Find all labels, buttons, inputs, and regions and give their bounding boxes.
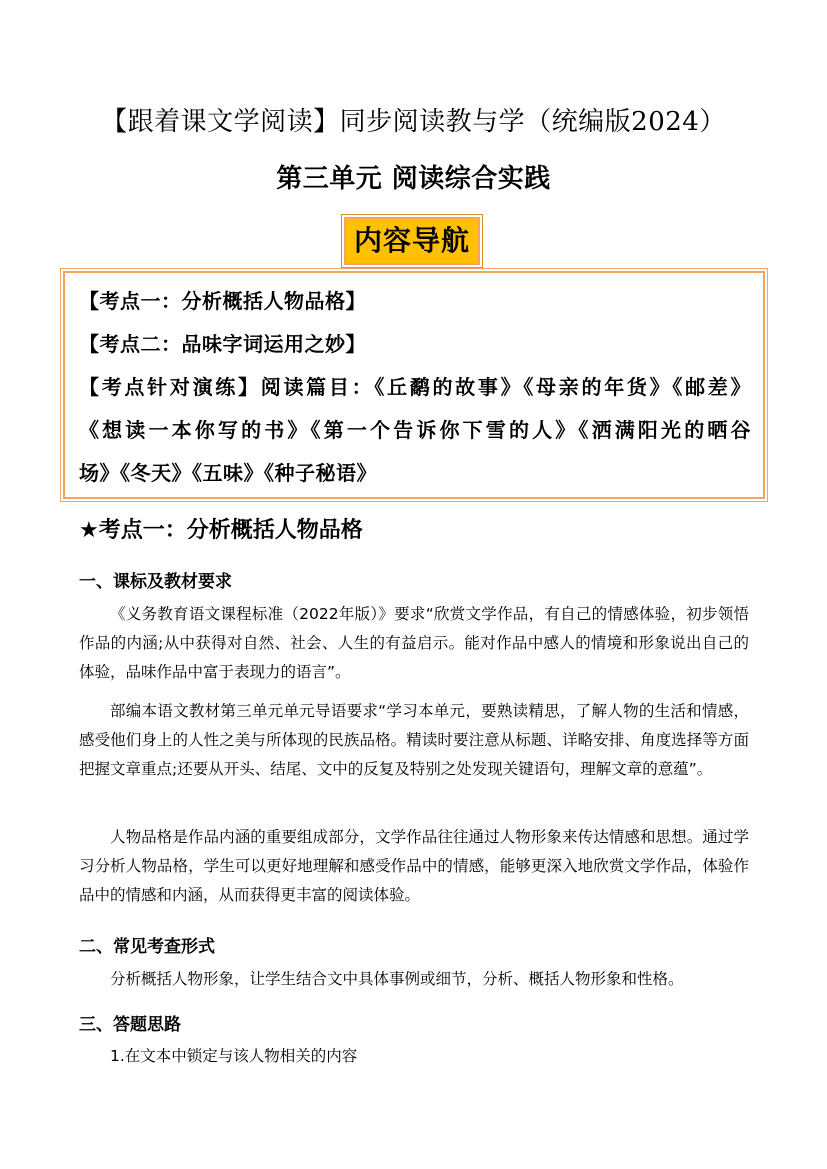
paragraph-exam-forms: 分析概括人物形象，让学生结合文中具体事例或细节，分析、概括人物形象和性格。: [110, 970, 684, 988]
nav-item-practice: 【考点针对演练】阅读篇目：《丘鹬的故事》《母亲的年货》《邮差》: [79, 375, 751, 399]
subheading-standards: 一、课标及教材要求: [79, 572, 232, 592]
nav-item-practice-end: 场》《冬天》《五味》《种子秘语》: [79, 461, 377, 485]
subheading-answer-approach: 三、答题思路: [79, 1015, 181, 1035]
nav-item-point-two: 【考点二：品味字词运用之妙】: [79, 332, 366, 356]
nav-item-practice-cont: 《想读一本你写的书》《第一个告诉你下雪的人》《洒满阳光的晒谷: [79, 418, 751, 442]
subheading-exam-forms: 二、常见考查形式: [79, 937, 215, 957]
unit-title: 第三单元 阅读综合实践: [276, 164, 551, 194]
document-title: 【跟着课文学阅读】同步阅读教与学（统编版2024）: [101, 107, 726, 137]
content-navigation-badge: 内容导航: [344, 217, 480, 265]
paragraph-curriculum: 《义务教育语文课程标准（2022年版）》要求“欣赏文学作品，有自己的情感体验，初步领悟作品的内涵;从中获得对自然、社会、人生的有益启示。能对作品中感人的情境和形象说出自己的体验，品味作品中富于表现力的语言”。: [79, 605, 749, 681]
paragraph-textbook: 部编本语文教材第三单元单元导语要求“学习本单元，要熟读精思，了解人物的生活和情感，感受他们身上的人性之美与所体现的民族品格。精读时要注意从标题、详略安排、角度选择等方面把握文章重点;还要从开头、结尾、文中的反复及特别之处发现关键语句，理解文章的意蕴”。: [79, 702, 749, 778]
paragraph-step-one: 1.在文本中锁定与该人物相关的内容: [110, 1047, 358, 1065]
paragraph-character: 人物品格是作品内涵的重要组成部分，文学作品往往通过人物形象来传达情感和思想。通过学习分析人物品格，学生可以更好地理解和感受作品中的情感，能够更深入地欣赏文学作品，体验作品中的情感和内涵，从而获得更丰富的阅读体验。: [79, 828, 749, 904]
content-navigation-box: [63, 271, 765, 499]
nav-item-point-one: 【考点一：分析概括人物品格】: [79, 289, 366, 313]
section-heading: ★考点一：分析概括人物品格: [79, 518, 363, 543]
